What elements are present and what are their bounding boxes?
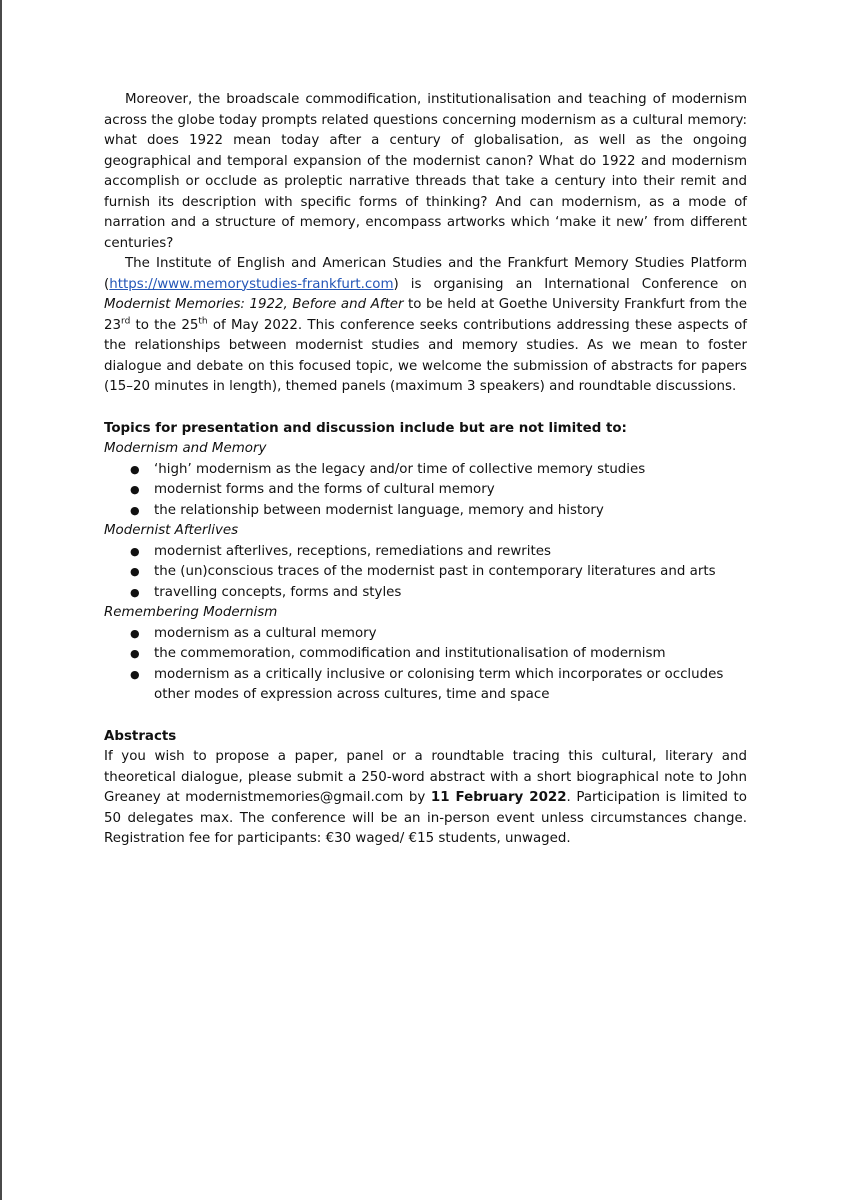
topic-text: modernist forms and the forms of cultural memory — [154, 482, 495, 497]
topic-text: travelling concepts, forms and styles — [154, 584, 402, 600]
topic-item — [104, 624, 747, 645]
topic-group-title: Remembering Modernism — [104, 605, 278, 620]
topic-text: the (un)conscious traces of the modernist past in contemporary literatures and arts — [154, 564, 716, 579]
conference-intro: The Institute of English and American Studies and the Frankfurt Memory Studies Platform ( — [104, 256, 747, 292]
topic-text: the relationship between modernist language, memory and history — [154, 502, 604, 518]
bullet-icon: ● — [130, 585, 140, 599]
topic-text: modernism as a critically inclusive or colonising term which incorporates or occludes other modes of expression across cultures, time and space — [154, 666, 724, 702]
memory-studies-link[interactable]: https://www.memorystudies-frankfurt.com — [109, 276, 394, 292]
topic-item — [104, 583, 747, 604]
ordinal-suffix-rd: rd — [121, 316, 131, 327]
topic-list — [104, 460, 747, 522]
ordinal-suffix-th: th — [198, 316, 208, 327]
conference-after-link: ) is organising an International Conference on — [393, 276, 747, 292]
topic-group-title: Modernism and Memory — [104, 441, 267, 456]
topic-item — [104, 501, 747, 522]
spacer — [104, 706, 747, 727]
abstracts-text-before: If you wish to propose a paper, panel or a roundtable tracing this cultural, literary and theoretical dialogue, please submit a 250-word abstract with a short biographical note to John Greaney at modernistmemories@gmail.com by — [104, 749, 747, 805]
topic-text: the commemoration, commodification and institutionalisation of modernism — [154, 646, 666, 661]
topic-list — [104, 542, 747, 604]
intro-paragraph: Moreover, the broadscale commodification, institutionalisation and teaching of modernism across the globe today prompts related questions concerning modernism as a cultural memory: what does 1922 mean today after a century of globalisation, as well as the ongoing geographical and temporal expansion of the modernist canon? What do 1922 and modernism accomplish or occlude as proleptic narrative threads that take a century into their remit and furnish its description with specific forms of thinking? And can modernism, as a mode of narration and a structure of memory, encompass artworks which ‘make it new’ from different centuries? — [104, 92, 747, 251]
topic-text: modernist afterlives, receptions, remediations and rewrites — [154, 543, 551, 559]
document-body — [104, 90, 747, 850]
conference-dates-mid: to the 25 — [130, 317, 199, 333]
topic-list — [104, 624, 747, 706]
bullet-icon: ● — [130, 462, 140, 476]
topic-text: modernism as a cultural memory — [154, 625, 377, 641]
spacer — [104, 398, 747, 419]
topics-heading: Topics for presentation and discussion include but are not limited to: — [104, 420, 627, 436]
conference-dates-start: to be held at Goethe University Frankfurt from the 23 — [104, 297, 747, 333]
topic-group-title: Modernist Afterlives — [104, 523, 239, 538]
bullet-icon: ● — [130, 647, 140, 660]
page-edge-line — [0, 0, 2, 1200]
conference-paragraph — [104, 254, 747, 398]
bullet-icon: ● — [130, 667, 140, 681]
topic-item — [104, 562, 747, 583]
conference-description: of May 2022. This conference seeks contributions addressing these aspects of the relationships between modernist studies and memory studies. As we mean to foster dialogue and debate on this focused topic, we welcome the submission of abstracts for papers (15–20 minutes in length), themed panels (maximum 3 speakers) and roundtable discussions. — [104, 317, 747, 394]
deadline-date: 11 February 2022 — [430, 790, 567, 805]
abstracts-text-after: . Participation is limited to 50 delegates max. The conference will be an in-person event unless circumstances change. Registration fee for participants: €30 waged/ €15 students, unwaged. — [104, 790, 747, 846]
abstracts-paragraph — [104, 747, 747, 850]
conference-title: Modernist Memories: 1922, Before and After — [104, 297, 404, 312]
abstracts-heading: Abstracts — [104, 728, 177, 744]
topic-text: ‘high’ modernism as the legacy and/or time of collective memory studies — [154, 461, 646, 477]
topic-item — [104, 480, 747, 501]
bullet-icon: ● — [130, 503, 140, 517]
bullet-icon: ● — [130, 483, 140, 496]
bullet-icon: ● — [130, 626, 140, 640]
topic-item — [104, 542, 747, 563]
topic-item — [104, 460, 747, 481]
bullet-icon: ● — [130, 565, 140, 578]
bullet-icon: ● — [130, 544, 140, 558]
topic-item — [104, 644, 747, 665]
topic-item — [104, 665, 747, 706]
